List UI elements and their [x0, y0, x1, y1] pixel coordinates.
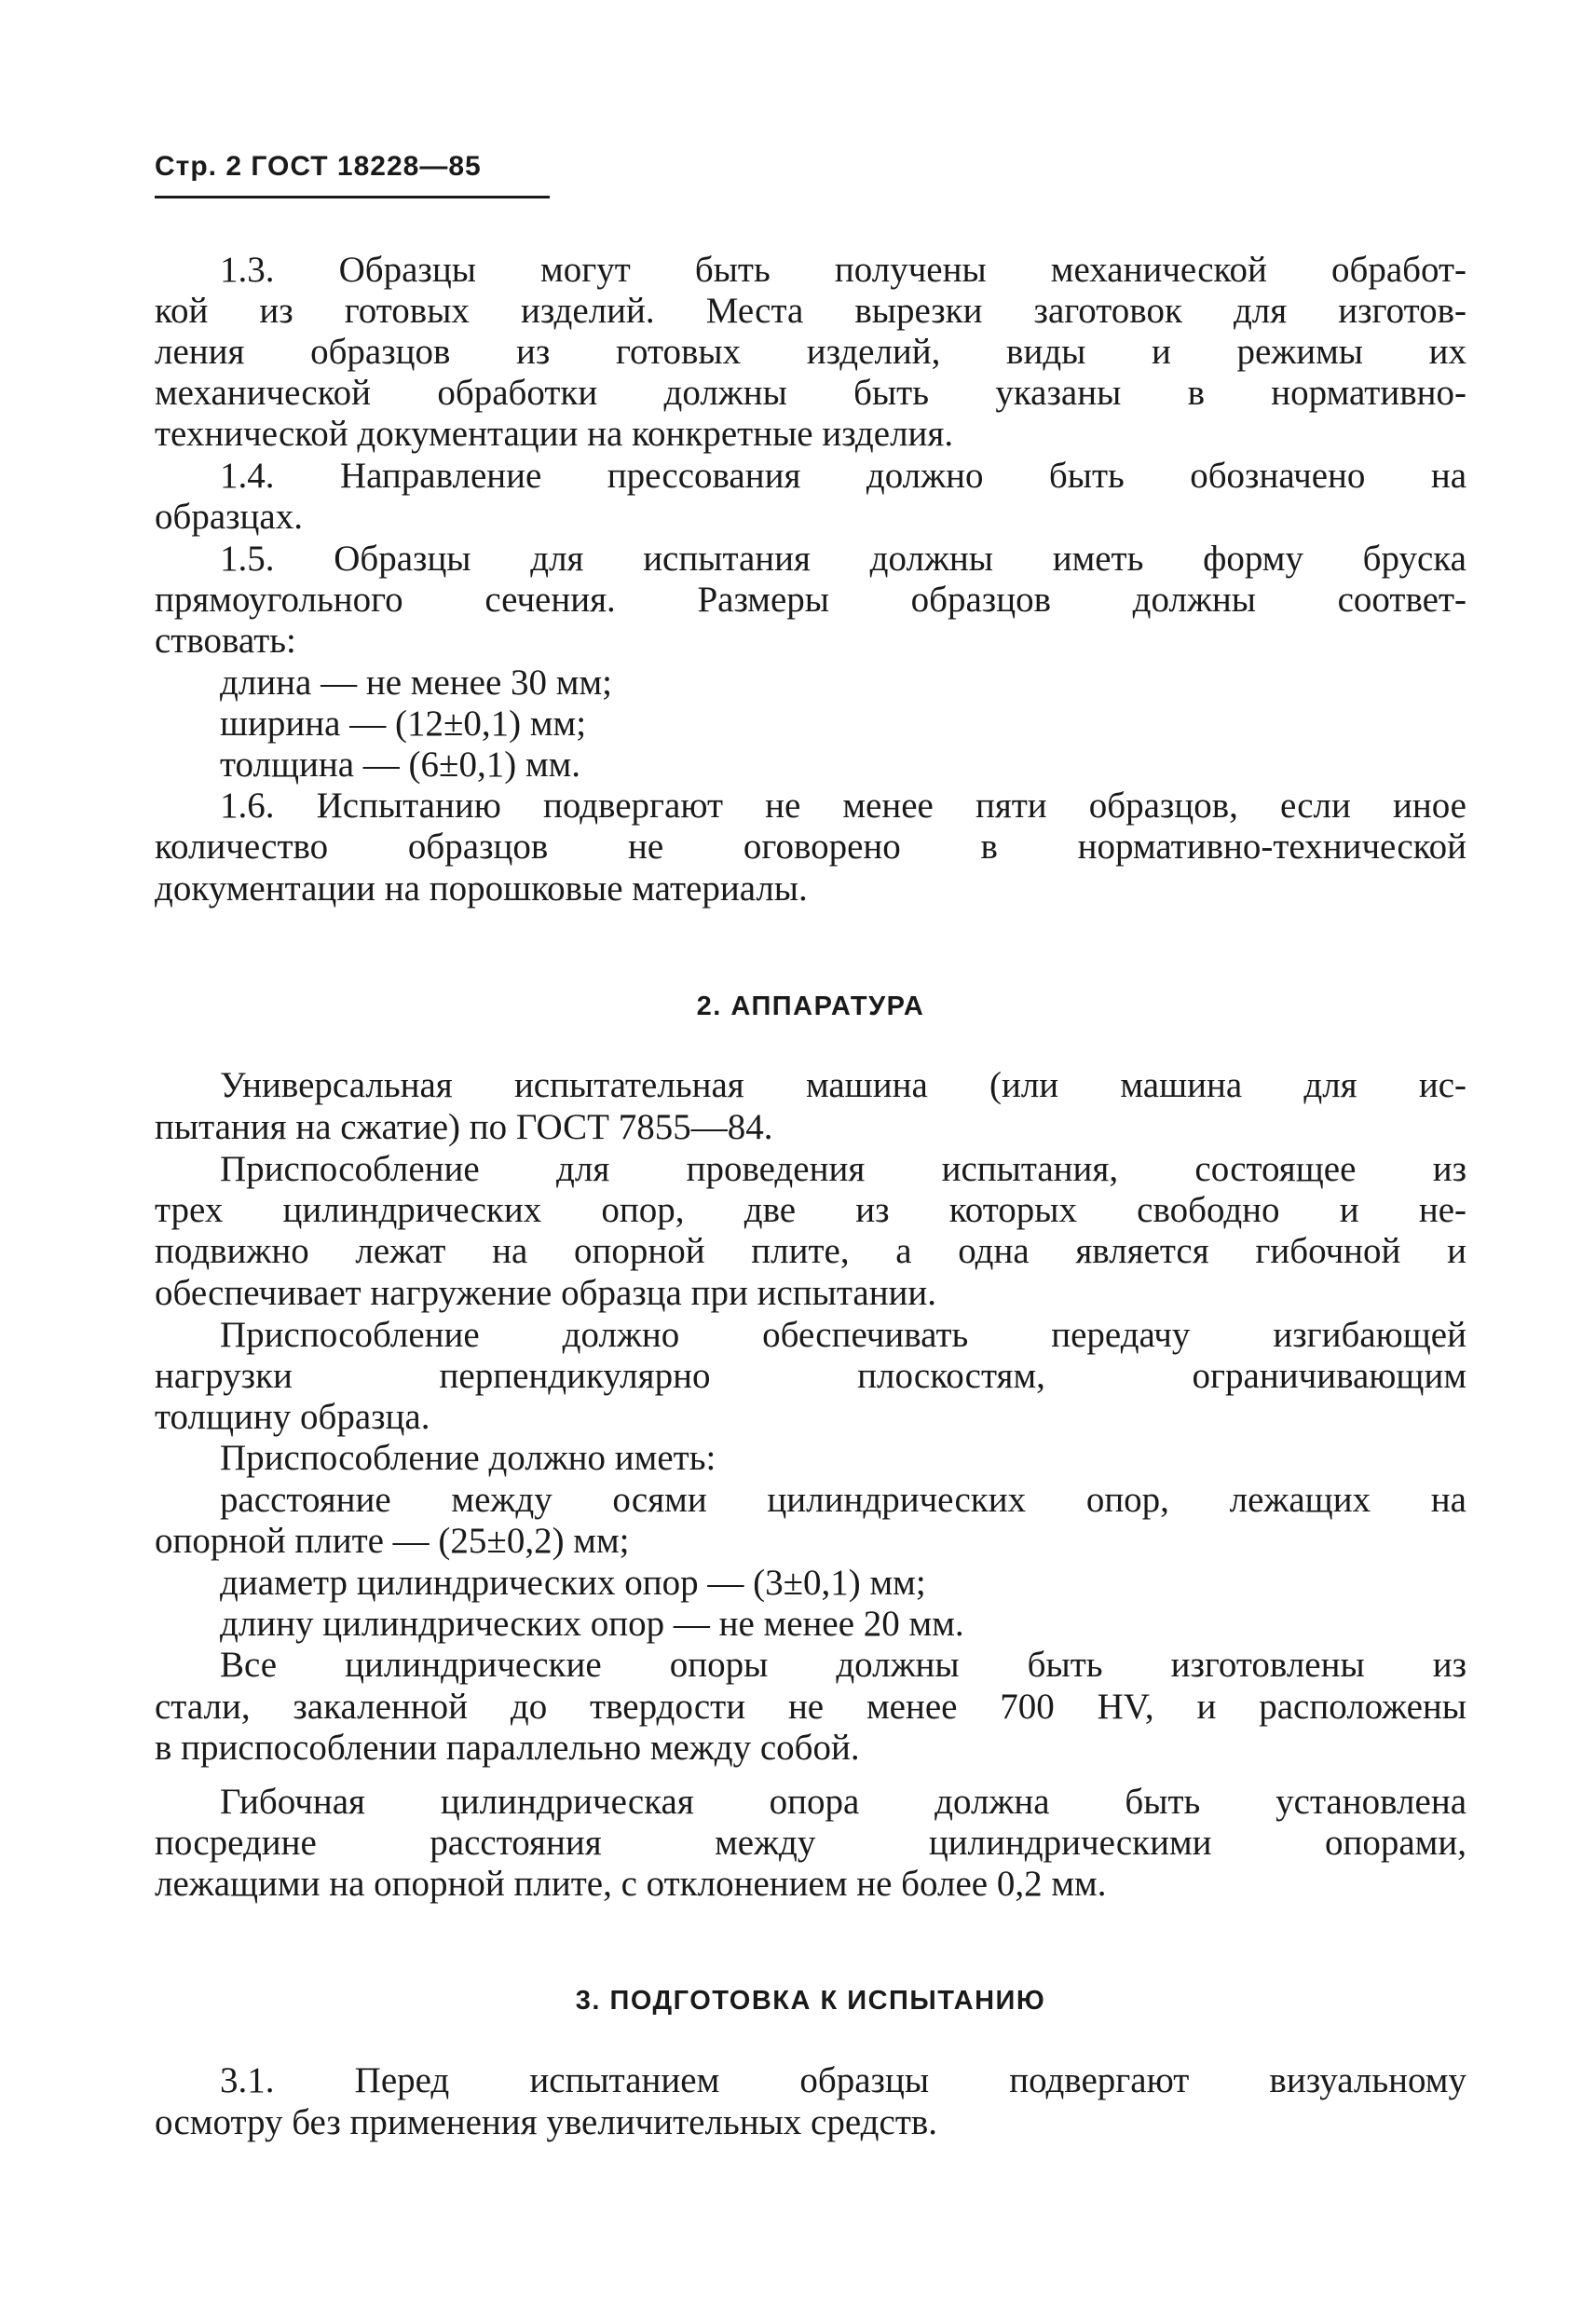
text-line: трех цилиндрических опор, две из которых свободно и не-	[155, 1190, 1466, 1230]
text-line: стали, закаленной до твердости не менее 700 HV, и расположены	[155, 1687, 1466, 1727]
text-line: длина — не менее 30 мм;	[220, 663, 612, 703]
text-line: диаметр цилиндрических опор — (3±0,1) мм;	[220, 1563, 926, 1603]
text-line: 1.3. Образцы могут быть получены механической обработ-	[220, 250, 1466, 290]
text-line: документации на порошковые материалы.	[155, 868, 808, 909]
text-line: ствовать:	[155, 621, 296, 661]
text-line: лежащими на опорной плите, с отклонением не более 0,2 мм.	[155, 1864, 1107, 1904]
text-line: образцах.	[155, 497, 303, 537]
text-line: нагрузки перпендикулярно плоскостям, ограничивающим	[155, 1356, 1466, 1396]
text-line: опорной плите — (25±0,2) мм;	[155, 1521, 630, 1561]
text-line: толщина — (6±0,1) мм.	[220, 745, 581, 785]
text-line: количество образцов не оговорено в нормативно-технической	[155, 827, 1466, 867]
text-line: прямоугольного сечения. Размеры образцов должны соответ-	[155, 580, 1466, 620]
text-line: Приспособление должно обеспечивать передачу изгибающей	[220, 1315, 1466, 1355]
text-line: Приспособление для проведения испытания, состоящее из	[220, 1149, 1466, 1189]
text-line: толщину образца.	[155, 1397, 430, 1437]
text-line: 1.6. Испытанию подвергают не менее пяти образцов, если иное	[220, 786, 1466, 826]
running-header: Стр. 2 ГОСТ 18228—85	[155, 151, 482, 182]
text-line: Все цилиндрические опоры должны быть изготовлены из	[220, 1645, 1466, 1685]
text-line: 1.5. Образцы для испытания должны иметь форму бруска	[220, 539, 1466, 579]
text-line: механической обработки должны быть указаны в нормативно-	[155, 373, 1466, 413]
text-line: Приспособление должно иметь:	[220, 1438, 716, 1478]
text-line: 1.4. Направление прессования должно быть обозначено на	[220, 456, 1466, 496]
text-line: Универсальная испытательная машина (или машина для ис-	[220, 1065, 1466, 1105]
text-line: осмотру без применения увеличительных средств.	[155, 2102, 938, 2142]
text-line: расстояние между осями цилиндрических опор, лежащих на	[220, 1480, 1466, 1520]
text-line: обеспечивает нагружение образца при испытании.	[155, 1273, 937, 1313]
text-line: подвижно лежат на опорной плите, а одна является гибочной и	[155, 1231, 1466, 1271]
text-line: посредине расстояния между цилиндрическими опорами,	[155, 1823, 1466, 1863]
section-3-heading: 3. ПОДГОТОВКА К ИСПЫТАНИЮ	[575, 1986, 1046, 2016]
text-line: ления образцов из готовых изделий, виды и режимы их	[155, 332, 1466, 372]
text-line: длину цилиндрических опор — не менее 20 мм.	[220, 1604, 964, 1644]
text-line: в приспособлении параллельно между собой.	[155, 1728, 860, 1768]
text-line: 3.1. Перед испытанием образцы подвергают визуальному	[220, 2060, 1466, 2100]
section-2-heading: 2. АППАРАТУРА	[696, 991, 925, 1021]
text-line: Гибочная цилиндрическая опора должна быть установлена	[220, 1782, 1466, 1822]
text-line: ширина — (12±0,1) мм;	[220, 704, 587, 744]
header-rule	[155, 196, 550, 198]
text-line: технической документации на конкретные изделия.	[155, 414, 954, 454]
text-line: кой из готовых изделий. Места вырезки заготовок для изготов-	[155, 291, 1466, 331]
text-line: пытания на сжатие) по ГОСТ 7855—84.	[155, 1107, 773, 1147]
